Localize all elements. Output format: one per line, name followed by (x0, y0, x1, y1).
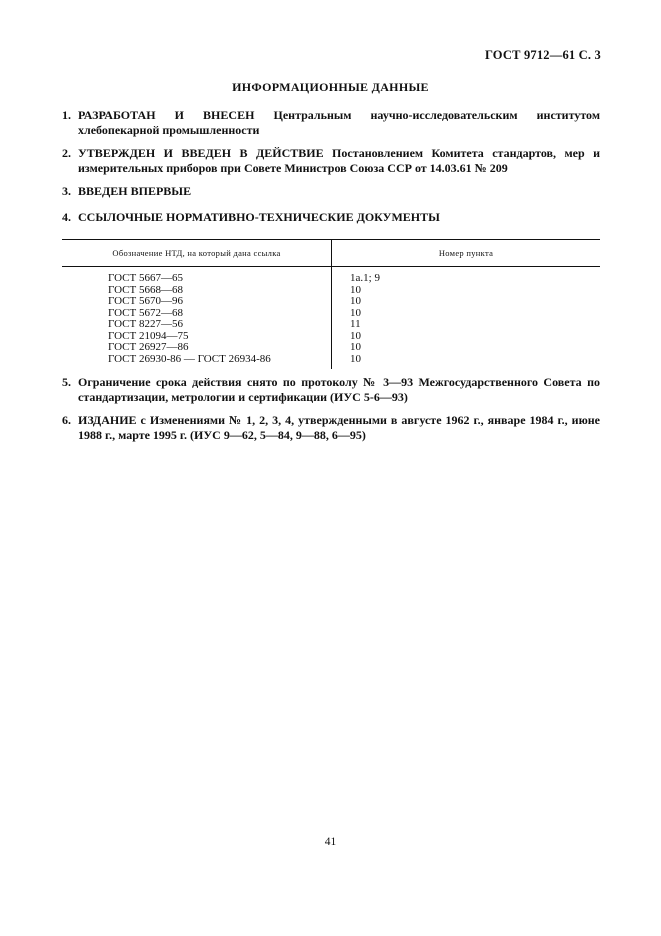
info-item-4 (62, 210, 600, 225)
info-item-3 (62, 184, 600, 199)
table-cell-clause: 1а.1; 9 (350, 272, 380, 284)
item-number: 1. (62, 108, 71, 122)
table-cell-document: ГОСТ 5667—65 (108, 272, 183, 284)
page-header: ГОСТ 9712—61 С. 3 (484, 48, 601, 62)
column-header-clause: Номер пункта (332, 240, 601, 267)
table-cell-clause: 10 (350, 295, 361, 307)
info-item-6 (62, 413, 600, 443)
table-cell-document: ГОСТ 8227—56 (108, 318, 183, 330)
item-text: с Изменениями № 1, 2, 3, 4, утвержденными в августе 1962 г., январе 1984 г., июне 1988 г., марте 1995 г. (ИУС 9—62, 5—84, 9—88, 6—95) (78, 413, 600, 442)
item-lead: ССЫЛОЧНЫЕ НОРМАТИВНО-ТЕХНИЧЕСКИЕ ДОКУМЕНТЫ (78, 210, 440, 224)
item-number: 2. (62, 146, 71, 160)
table-cell-document: ГОСТ 21094—75 (108, 329, 189, 342)
info-item-5 (62, 375, 600, 405)
item-number: 4. (62, 210, 71, 224)
table-cell-clause: 11 (350, 318, 361, 330)
item-text: Постановлением Комитета стандартов, мер и измерительных приборов при Совете Министров Союза ССР от 14.03.61 № 209 (78, 146, 601, 175)
table-cell-clause: 10 (350, 329, 361, 342)
clause-column (332, 267, 601, 370)
item-lead: ВВЕДЕН ВПЕРВЫЕ (78, 184, 192, 198)
document-column (62, 267, 332, 370)
table-cell-clause: 10 (350, 352, 361, 365)
item-number: 3. (62, 184, 71, 198)
table-cell-clause: 10 (350, 306, 361, 319)
table-header-row (62, 240, 600, 267)
item-lead: УТВЕРЖДЕН И ВВЕДЕН В ДЕЙСТВИЕ (78, 146, 324, 160)
column-header-document: Обозначение НТД, на который дана ссылка (62, 240, 332, 267)
item-lead: ИЗДАНИЕ (78, 413, 137, 427)
item-number: 5. (62, 375, 71, 389)
table-cell-clause: 10 (350, 341, 361, 353)
page-number: 41 (324, 836, 337, 848)
table-cell-document: ГОСТ 5670—96 (108, 295, 183, 307)
table-cell-document: ГОСТ 26930-86 — ГОСТ 26934-86 (108, 352, 271, 365)
section-title: ИНФОРМАЦИОННЫЕ ДАННЫЕ (232, 80, 429, 94)
table-cell-document: ГОСТ 5672—68 (108, 306, 183, 319)
table-cell-document: ГОСТ 26927—86 (108, 341, 189, 353)
table-cell-clause: 10 (350, 283, 361, 296)
item-number: 6. (62, 413, 71, 427)
reference-table (62, 239, 600, 369)
table-cell-document: ГОСТ 5668—68 (108, 283, 183, 296)
item-text: Ограничение срока действия снято по протоколу № 3—93 Межгосударственного Совета по стандартизации, метрологии и сертификации (ИУС 5-6—93) (78, 375, 600, 404)
table-row (62, 267, 600, 370)
info-item-2 (62, 146, 600, 176)
item-lead: РАЗРАБОТАН И ВНЕСЕН (78, 108, 255, 122)
info-item-1 (62, 108, 600, 138)
item-text: Центральным научно-исследовательским институтом хлебопекарной промышленности (78, 108, 601, 137)
